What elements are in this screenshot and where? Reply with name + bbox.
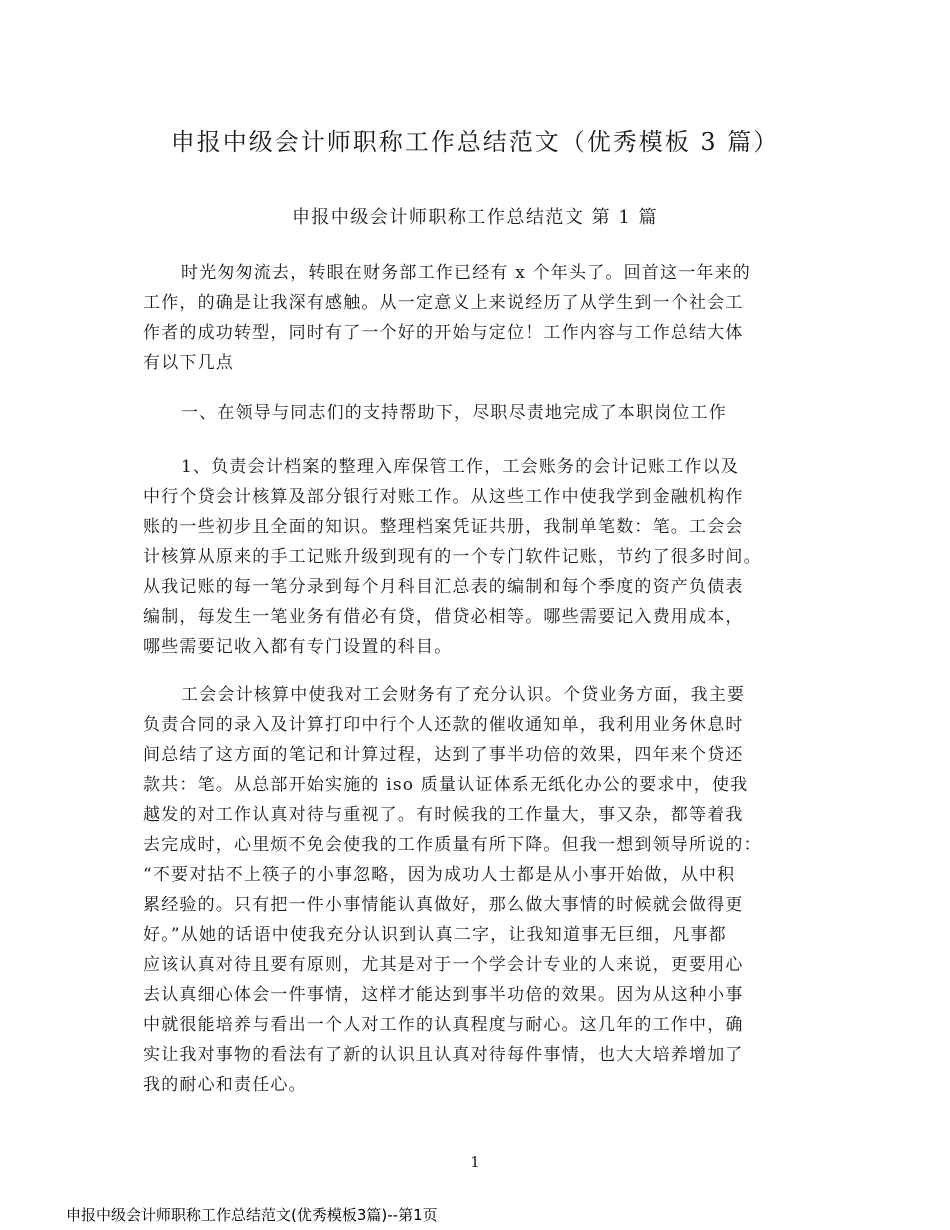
text-line: 有以下几点 — [143, 353, 234, 373]
paragraph-item-1 — [143, 452, 833, 662]
page-footer: 申报中级会计师职称工作总结范文(优秀模板3篇)--第1页 — [66, 1206, 438, 1224]
text-line: 越发的对工作认真对待与重视了。有时候我的工作量大，事又杂，都等着我 — [143, 805, 744, 825]
paragraph-intro — [143, 258, 833, 378]
text-line: 工作，的确是让我深有感触。从一定意义上来说经历了从学生到一个社会工 — [143, 293, 744, 313]
text-line: 一、在领导与同志们的支持帮助下，尽职尽责地完成了本职岗位工作 — [181, 403, 727, 423]
text-line: 编制，每发生一笔业务有借必有贷，借贷必相等。哪些需要记入费用成本， — [143, 607, 744, 627]
text-line: “不要对拈不上筷子的小事忽略，因为成功人士都是从小事开始做，从中积 — [143, 865, 736, 885]
text-line: 间总结了这方面的笔记和计算过程，达到了事半功倍的效果，四年来个贷还 — [143, 745, 744, 765]
text-line: 我的耐心和责任心。 — [143, 1075, 307, 1095]
text-line: 好。”从她的话语中使我充分认识到认真二字，让我知道事无巨细，凡事都 — [143, 925, 727, 945]
text-line: 实让我对事物的看法有了新的认识且认真对待每件事情，也大大培养增加了 — [143, 1045, 744, 1065]
paragraph-point-heading — [143, 398, 833, 428]
text-line: 从我记账的每一笔分录到每个月科目汇总表的编制和每个季度的资产负债表 — [143, 577, 744, 597]
text-line: 计核算从原来的手工记账升级到现有的一个专门软件记账，节约了很多时间。 — [143, 547, 762, 567]
text-line: 中就很能培养与看出一个人对工作的认真程度与耐心。这几年的工作中，确 — [143, 1015, 744, 1035]
text-line: 1、负责会计档案的整理入库保管工作，工会账务的会计记账工作以及 — [181, 457, 740, 477]
document-title: 申报中级会计师职称工作总结范文（优秀模板 3 篇） — [170, 128, 780, 156]
paragraph-union-accounting — [143, 680, 833, 1100]
page-number: 1 — [470, 1153, 480, 1171]
text-line: 负责合同的录入及计算打印中行个人还款的催收通知单，我利用业务休息时 — [143, 715, 744, 735]
section-heading: 申报中级会计师职称工作总结范文 第 1 篇 — [291, 207, 659, 228]
text-line: 作者的成功转型，同时有了一个好的开始与定位！工作内容与工作总结大体 — [143, 323, 744, 343]
text-line: 中行个贷会计核算及部分银行对账工作。从这些工作中使我学到金融机构作 — [143, 487, 744, 507]
text-line: 累经验的。只有把一件小事情能认真做好，那么做大事情的时候就会做得更 — [143, 895, 744, 915]
text-line: 去完成时，心里烦不免会使我的工作质量有所下降。但我一想到领导所说的： — [143, 835, 762, 855]
text-line: 账的一些初步且全面的知识。整理档案凭证共册，我制单笔数：笔。工会会 — [143, 517, 744, 537]
text-line: 款共：笔。从总部开始实施的 iso 质量认证体系无纸化办公的要求中，使我 — [143, 775, 749, 795]
text-line: 应该认真对待且要有原则，尤其是对于一个学会计专业的人来说，更要用心 — [143, 955, 744, 975]
text-line: 工会会计核算中使我对工会财务有了充分认识。个贷业务方面，我主要 — [181, 685, 746, 705]
text-line: 时光匆匆流去，转眼在财务部工作已经有 x 个年头了。回首这一年来的 — [181, 263, 751, 283]
text-line: 去认真细心体会一件事情，这样才能达到事半功倍的效果。因为从这种小事 — [143, 985, 744, 1005]
text-line: 哪些需要记收入都有专门设置的科目。 — [143, 637, 453, 657]
